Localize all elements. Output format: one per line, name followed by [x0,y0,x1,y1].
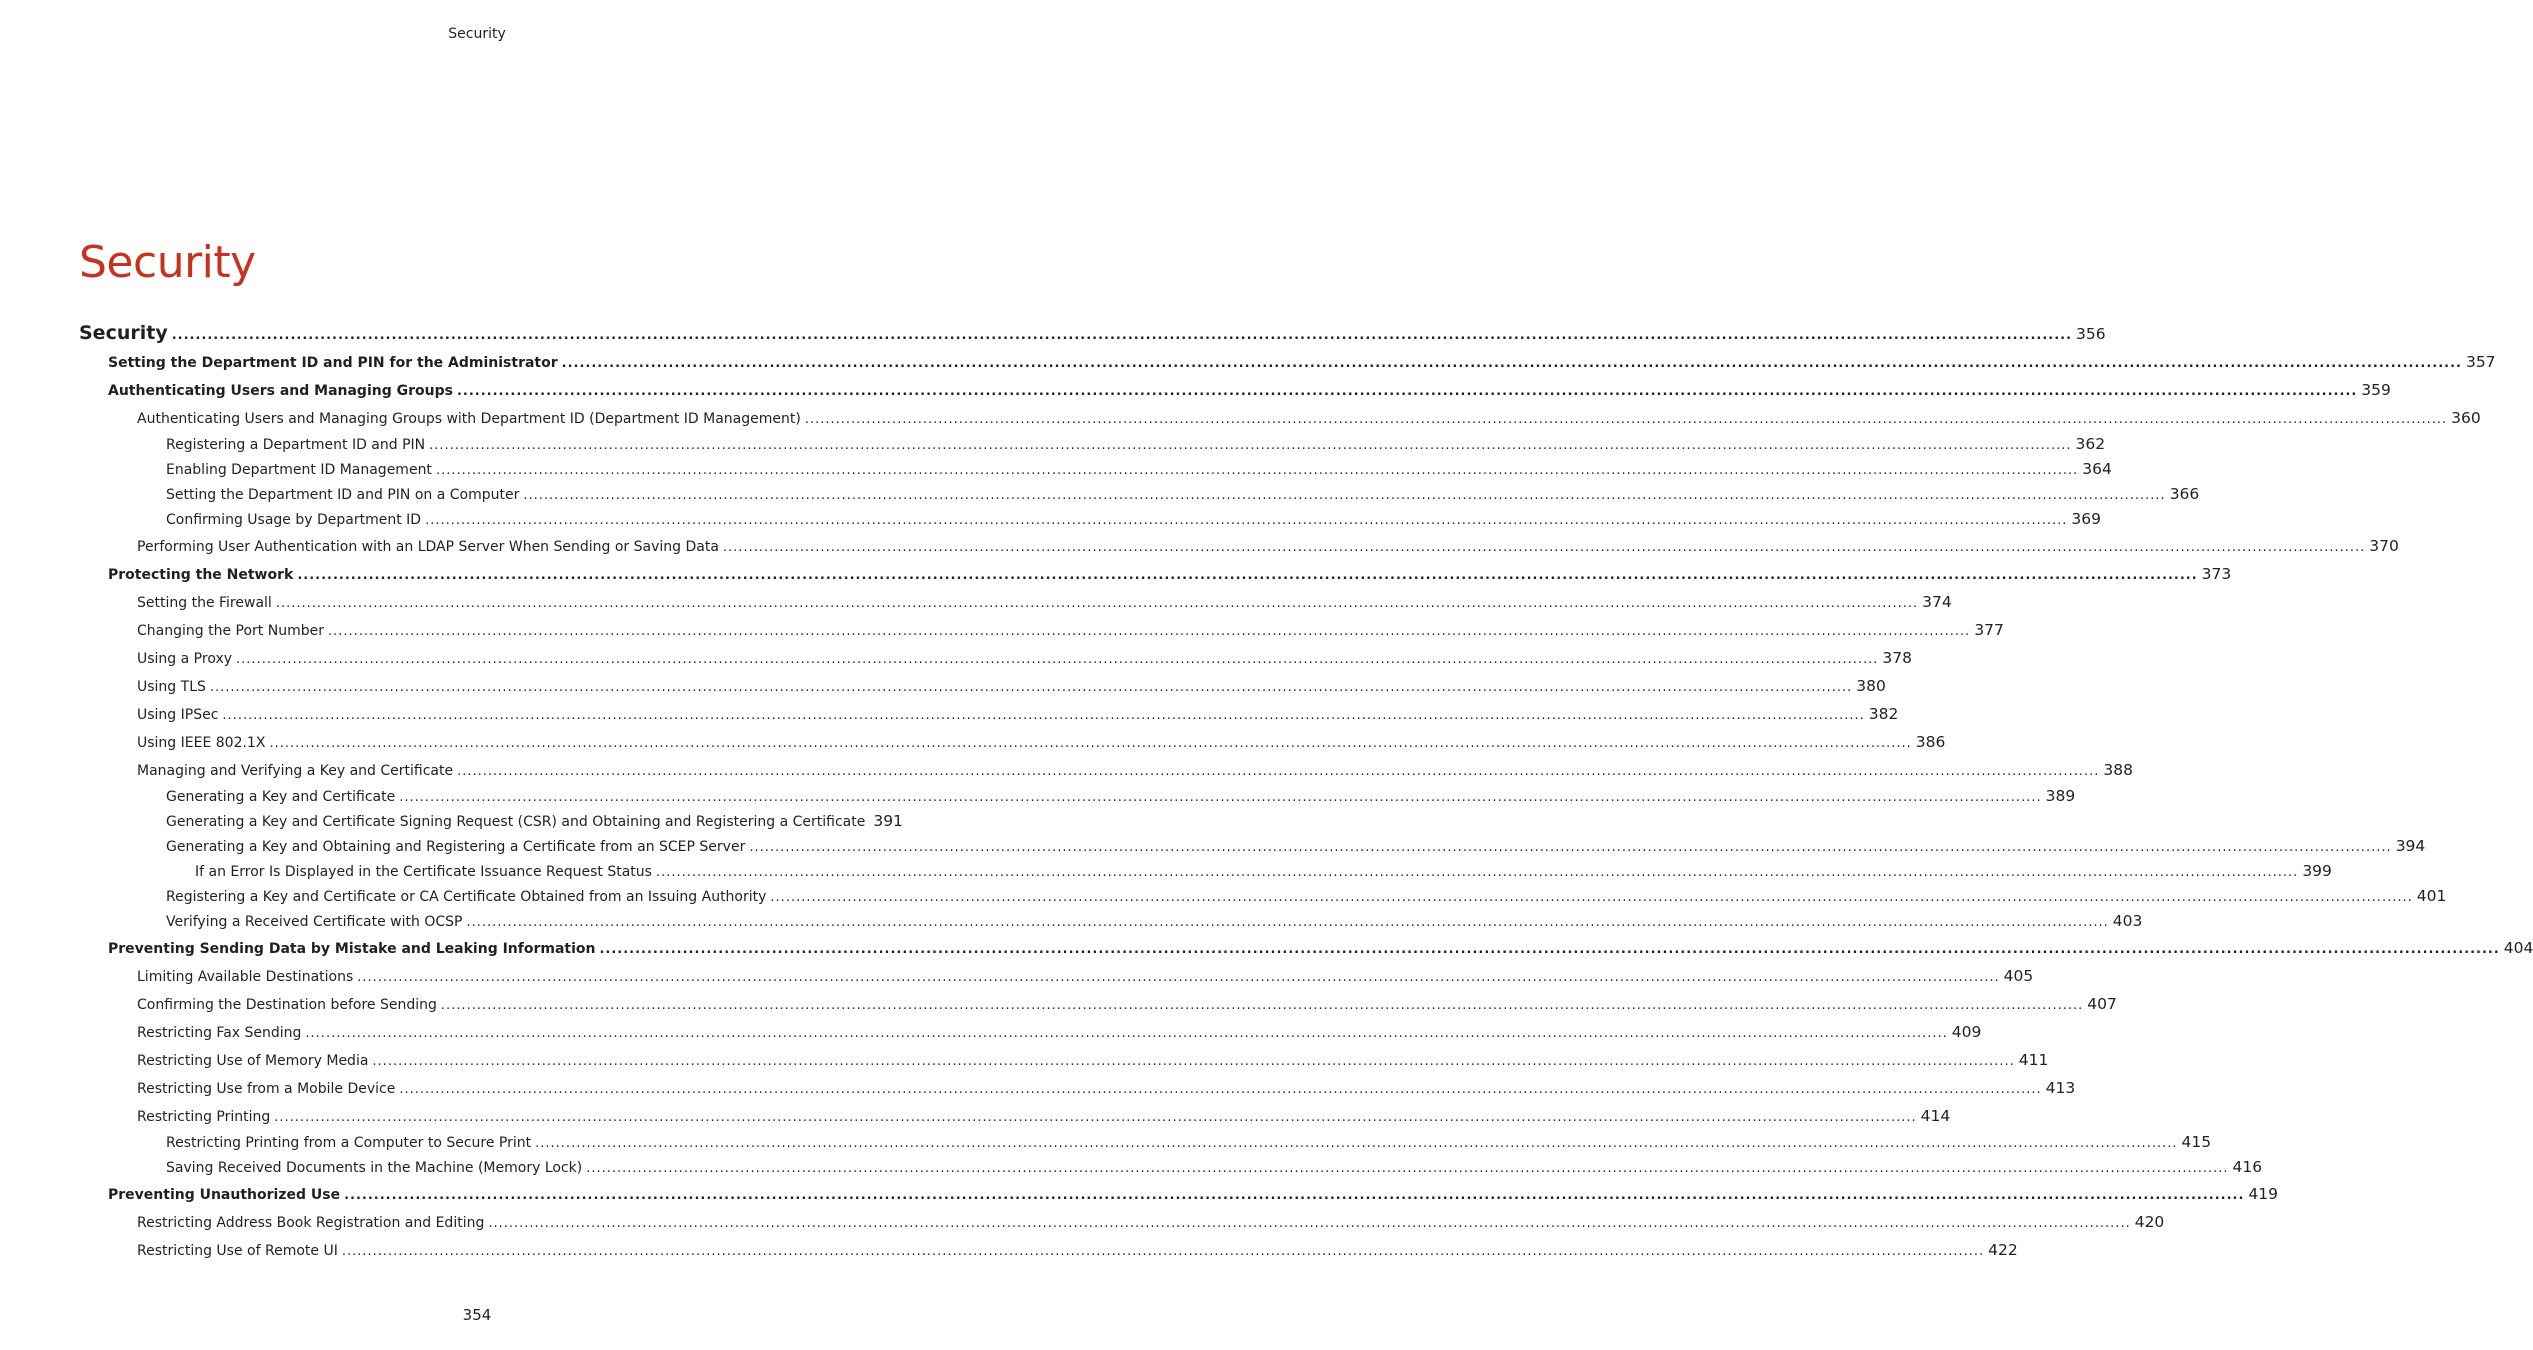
toc-entry-page: 359 [2361,381,2391,399]
toc-entry[interactable] [79,859,2332,884]
toc-entry-label: Registering a Department ID and PIN [166,437,426,453]
dot-leader [222,702,1864,730]
toc-entry-page: 374 [1922,593,1952,611]
toc-entry[interactable] [79,457,2112,482]
toc-entry-label: Using IPSec [137,707,219,723]
dot-leader [586,1156,2228,1181]
toc-entry-page: 403 [2112,912,2143,930]
toc-entry-page: 401 [2416,887,2447,905]
page-number: 354 [462,1306,492,1324]
dot-leader [599,936,2499,964]
toc-entry-label: Authenticating Users and Managing Groups with Department ID (Department ID Management) [137,411,801,427]
dot-leader [172,321,2072,351]
toc-entry[interactable] [79,756,2134,784]
toc-entry[interactable] [79,482,2200,507]
dot-leader [372,1048,2014,1076]
toc-entry-page: 422 [1988,1241,2018,1259]
toc-entry[interactable] [79,884,2447,909]
toc-entry-label: Performing User Authentication with an LDAP Server When Sending or Saving Data [137,539,719,555]
dot-leader [342,1238,1984,1266]
dot-leader [210,674,1852,702]
dot-leader [457,758,2099,786]
toc-entry-label: Restricting Printing from a Computer to Secure Print [166,1135,532,1151]
toc-entry[interactable] [79,784,2076,809]
dot-leader [274,1104,1916,1132]
toc-entry[interactable] [79,532,2399,560]
dot-leader [269,730,1911,758]
dot-leader [236,646,1878,674]
toc-entry-label: Protecting the Network [108,567,294,583]
toc-entry-label: Setting the Department ID and PIN for the Administrator [108,355,558,371]
dot-leader [425,508,2067,533]
dot-leader [429,433,2071,458]
toc-entry-page: 416 [2232,1158,2263,1176]
toc-entry-label: Verifying a Received Certificate with OCSP [166,914,463,930]
dot-leader [656,860,2298,885]
toc-entry-page: 362 [2075,435,2106,453]
toc-entry[interactable] [79,1155,2263,1180]
toc-entry-page: 377 [1974,621,2004,639]
toc-entry-label: Changing the Port Number [137,623,324,639]
table-of-contents [79,318,2533,1264]
toc-entry-label: Restricting Use of Remote UI [137,1243,338,1259]
toc-entry-label: Security [79,322,168,344]
toc-entry[interactable] [79,376,2391,404]
toc-entry[interactable] [79,934,2533,962]
toc-entry-page: 419 [2248,1185,2278,1203]
toc-entry-page: 409 [1951,1023,1982,1041]
dot-leader [457,378,2357,406]
toc-entry[interactable] [79,616,2004,644]
toc-entry-page: 391 [873,812,903,830]
toc-entry[interactable] [79,1018,1982,1046]
toc-entry[interactable] [79,1102,1951,1130]
dot-leader [523,483,2165,508]
toc-entry-page: 394 [2395,837,2426,855]
toc-entry-page: 380 [1856,677,1886,695]
toc-entry-page: 405 [2003,967,2034,985]
toc-entry[interactable] [79,507,2101,532]
toc-entry-label: Generating a Key and Certificate Signing Request (CSR) and Obtaining and Registering a Certificate [166,814,866,830]
dot-leader [297,562,2197,590]
toc-entry-label: Confirming the Destination before Sending [137,997,437,1013]
toc-entry-page: 356 [2076,325,2106,343]
dot-leader [276,590,1918,618]
toc-entry-label: Registering a Key and Certificate or CA Certificate Obtained from an Issuing Authority [166,889,767,905]
toc-entry[interactable] [79,432,2106,457]
toc-entry[interactable] [79,644,1912,672]
toc-entry-page: 366 [2169,485,2200,503]
toc-entry-label: Using IEEE 802.1X [137,735,266,751]
toc-entry-page: 360 [2451,409,2481,427]
toc-entry-label: Limiting Available Destinations [137,969,354,985]
toc-entry-page: 404 [2503,939,2533,957]
toc-entry[interactable] [79,700,1899,728]
toc-entry-label: Restricting Address Book Registration and Editing [137,1215,485,1231]
toc-entry-label: Setting the Firewall [137,595,272,611]
toc-entry-page: 413 [2045,1079,2076,1097]
chapter-title: Security [79,237,256,288]
dot-leader [466,910,2108,935]
toc-entry-page: 357 [2465,353,2496,371]
toc-entry-page: 414 [1920,1107,1951,1125]
toc-entry-page: 382 [1868,705,1899,723]
dot-leader [328,618,1970,646]
dot-leader [488,1210,2130,1238]
toc-entry-page: 420 [2134,1213,2165,1231]
toc-entry-label: Generating a Key and Certificate [166,789,396,805]
toc-entry-label: Setting the Department ID and PIN on a Computer [166,487,520,503]
running-header: Security [448,26,506,42]
dot-leader [357,964,1999,992]
toc-entry-label: Restricting Fax Sending [137,1025,302,1041]
toc-entry[interactable] [79,1208,2165,1236]
toc-entry-page: 415 [2181,1133,2212,1151]
dot-leader [805,406,2447,434]
toc-entry[interactable] [79,834,2426,859]
dot-leader [441,992,2083,1020]
dot-leader [399,785,2041,810]
toc-entry[interactable] [79,672,1886,700]
toc-entry[interactable] [79,1236,2018,1264]
dot-leader [770,885,2412,910]
toc-entry-page: 389 [2045,787,2076,805]
toc-entry-label: Managing and Verifying a Key and Certificate [137,763,454,779]
toc-entry-label: Preventing Unauthorized Use [108,1187,341,1203]
toc-entry-label: Restricting Printing [137,1109,271,1125]
toc-entry[interactable] [79,962,2034,990]
toc-entry-page: 407 [2087,995,2117,1013]
toc-entry[interactable] [79,348,2496,376]
toc-entry-page: 370 [2369,537,2399,555]
toc-entry-label: Using TLS [137,679,206,695]
toc-entry[interactable] [79,909,2143,934]
dot-leader [305,1020,1947,1048]
dot-leader [399,1076,2041,1104]
dot-leader [344,1182,2244,1210]
toc-entry-label: Enabling Department ID Management [166,462,432,478]
dot-leader [436,458,2078,483]
toc-entry-page: 364 [2082,460,2112,478]
toc-entry[interactable] [79,588,1952,616]
toc-entry[interactable] [79,560,2232,588]
dot-leader [723,534,2365,562]
toc-entry[interactable] [79,1180,2278,1208]
toc-entry-page: 388 [2103,761,2134,779]
toc-entry-label: Using a Proxy [137,651,233,667]
toc-entry[interactable] [79,1074,2076,1102]
toc-entry-page: 399 [2302,862,2332,880]
toc-entry-label: If an Error Is Displayed in the Certificate Issuance Request Status [195,864,652,880]
dot-leader [562,350,2462,378]
toc-entry[interactable] [79,404,2481,432]
dot-leader [749,835,2391,860]
toc-entry[interactable] [79,1130,2212,1155]
toc-entry[interactable] [79,990,2117,1018]
toc-entry[interactable] [79,1046,2049,1074]
dot-leader [535,1131,2177,1156]
toc-entry-label: Restricting Use from a Mobile Device [137,1081,396,1097]
toc-entry-page: 386 [1915,733,1946,751]
toc-entry[interactable] [79,809,903,834]
toc-entry[interactable] [79,318,2106,348]
toc-entry-page: 411 [2018,1051,2049,1069]
toc-entry-page: 378 [1882,649,1912,667]
toc-entry-label: Confirming Usage by Department ID [166,512,422,528]
toc-entry-label: Preventing Sending Data by Mistake and Leaking Information [108,941,596,957]
toc-entry-label: Restricting Use of Memory Media [137,1053,369,1069]
toc-entry-page: 369 [2071,510,2101,528]
toc-entry-page: 373 [2201,565,2232,583]
toc-entry-label: Saving Received Documents in the Machine (Memory Lock) [166,1160,583,1176]
toc-entry-label: Generating a Key and Obtaining and Registering a Certificate from an SCEP Server [166,839,746,855]
toc-entry[interactable] [79,728,1946,756]
toc-entry-label: Authenticating Users and Managing Groups [108,383,453,399]
